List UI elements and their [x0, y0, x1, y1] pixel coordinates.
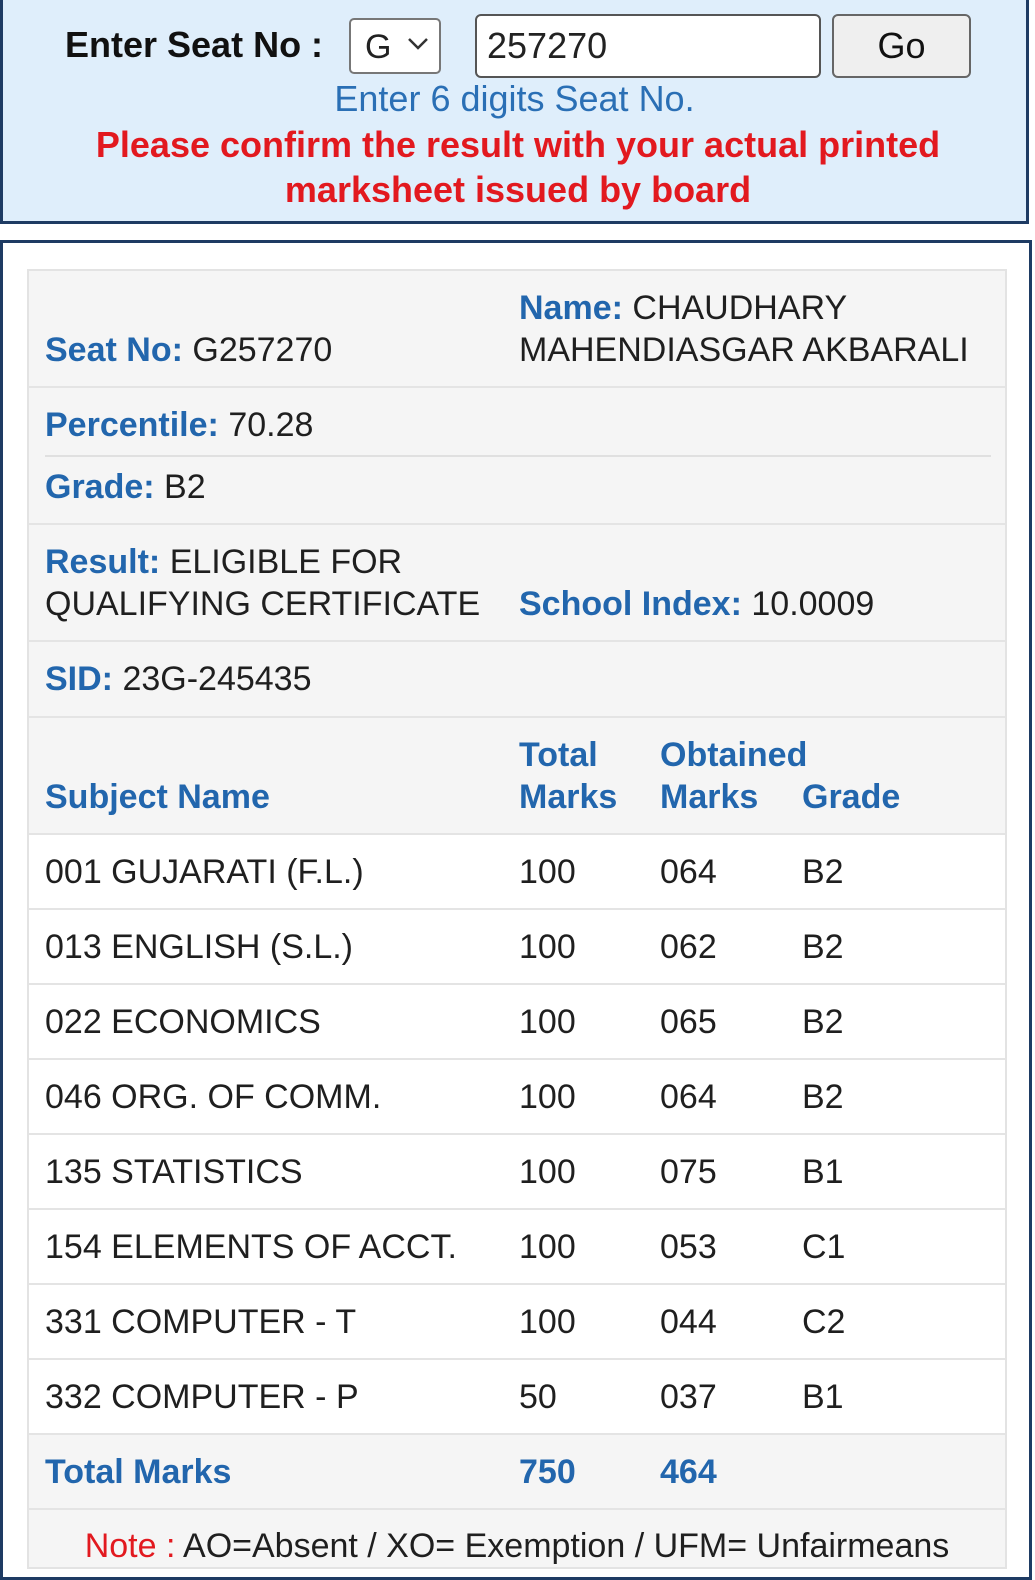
grade-header: Grade [802, 778, 901, 816]
seat-no-field [45, 329, 332, 371]
result-value-line1: ELIGIBLE FOR [169, 543, 403, 581]
obtained-marks: 075 [660, 1153, 717, 1191]
subject-grade: B2 [802, 853, 844, 891]
obtained-marks: 053 [660, 1228, 717, 1266]
result-label: Result: [45, 543, 161, 581]
total-marks: 100 [519, 1228, 576, 1266]
obtained-marks: 064 [660, 853, 717, 891]
subject-name: 332 COMPUTER - P [45, 1378, 359, 1416]
subject-grade: B1 [802, 1153, 844, 1191]
result-field [45, 541, 480, 625]
seat-no-label: Seat No: [45, 331, 183, 369]
name-label: Name: [519, 289, 623, 327]
total-marks: 100 [519, 1078, 576, 1116]
obtained-marks: 065 [660, 1003, 717, 1041]
seat-number-input[interactable] [475, 14, 821, 78]
obtained-marks-header-line1: Obtained [660, 736, 808, 774]
result-row [29, 525, 1005, 642]
percentile-label: Percentile: [45, 406, 219, 444]
table-row [29, 1285, 1005, 1360]
table-row [29, 1360, 1005, 1435]
name-field [519, 287, 969, 371]
obtained-marks-header-line2: Marks [660, 778, 759, 816]
subject-grade: B2 [802, 928, 844, 966]
seat-hint-text: Enter 6 digits Seat No. [334, 78, 695, 119]
total-marks: 100 [519, 1003, 576, 1041]
sid-row [29, 642, 1005, 718]
total-marks-header-line1: Total [519, 736, 598, 774]
table-row [29, 910, 1005, 985]
total-marks: 100 [519, 853, 576, 891]
grade-field [45, 466, 206, 508]
note-text: AO=Absent / XO= Exemption / UFM= Unfairmeans [183, 1527, 950, 1565]
result-card [27, 269, 1007, 1569]
go-button[interactable]: Go [832, 14, 971, 78]
marks-table-header [29, 718, 1005, 835]
result-section [0, 240, 1032, 1580]
confirm-warning: Please confirm the result with your actual printed marksheet issued by board [95, 124, 941, 210]
name-value-line1: CHAUDHARY [632, 289, 848, 327]
subject-name: 331 COMPUTER - T [45, 1303, 357, 1341]
subject-name: 154 ELEMENTS OF ACCT. [45, 1228, 457, 1266]
total-marks-row [29, 1435, 1005, 1510]
total-marks-header [519, 734, 617, 818]
subject-name: 135 STATISTICS [45, 1153, 303, 1191]
subject-name: 022 ECONOMICS [45, 1003, 321, 1041]
table-row [29, 835, 1005, 910]
seat-no-value: G257270 [192, 331, 333, 369]
subject-name: 013 ENGLISH (S.L.) [45, 928, 354, 966]
total-marks-header-line2: Marks [519, 778, 618, 816]
grade-label: Grade: [45, 468, 155, 506]
percentile-value: 70.28 [228, 406, 314, 444]
result-value-line2: QUALIFYING CERTIFICATE [45, 585, 481, 623]
seat-search-row [3, 14, 1026, 78]
subject-grade: C1 [802, 1228, 846, 1266]
sid-field [45, 658, 312, 700]
divider [45, 455, 991, 457]
total-marks: 100 [519, 1153, 576, 1191]
total-marks: 100 [519, 1303, 576, 1341]
total-marks: 100 [519, 928, 576, 966]
total-obtained-marks: 464 [660, 1453, 717, 1491]
subject-grade: C2 [802, 1303, 846, 1341]
subject-name: 001 GUJARATI (F.L.) [45, 853, 364, 891]
obtained-marks: 037 [660, 1378, 717, 1416]
table-row [29, 1060, 1005, 1135]
obtained-marks: 062 [660, 928, 717, 966]
subject-grade: B2 [802, 1078, 844, 1116]
subject-grade: B2 [802, 1003, 844, 1041]
table-row [29, 1210, 1005, 1285]
grade-value: B2 [164, 468, 206, 506]
total-marks: 50 [519, 1378, 557, 1416]
table-row [29, 985, 1005, 1060]
chevron-down-icon [407, 37, 429, 51]
school-index-label: School Index: [519, 585, 742, 623]
total-marks-label: Total Marks [45, 1453, 232, 1491]
school-index-field [519, 583, 874, 625]
series-select[interactable] [349, 18, 441, 74]
percentile-grade-row [29, 388, 1005, 525]
note-line [29, 1527, 1005, 1566]
subject-grade: B1 [802, 1378, 844, 1416]
seat-number-label: Enter Seat No : [65, 24, 324, 65]
obtained-marks: 064 [660, 1078, 717, 1116]
obtained-marks-header [660, 734, 807, 818]
sid-value: 23G-245435 [122, 660, 312, 698]
subject-name: 046 ORG. OF COMM. [45, 1078, 382, 1116]
school-index-value: 10.0009 [751, 585, 875, 623]
obtained-marks: 044 [660, 1303, 717, 1341]
subject-name-header: Subject Name [45, 778, 270, 816]
seat-name-row [29, 271, 1005, 388]
total-max-marks: 750 [519, 1453, 576, 1491]
sid-label: SID: [45, 660, 113, 698]
seat-search-panel [0, 0, 1029, 224]
percentile-field [45, 404, 313, 446]
name-value-line2: MAHENDIASGAR AKBARALI [519, 331, 969, 369]
table-row [29, 1135, 1005, 1210]
series-select-value: G [365, 28, 392, 66]
note-label: Note : [84, 1527, 176, 1565]
